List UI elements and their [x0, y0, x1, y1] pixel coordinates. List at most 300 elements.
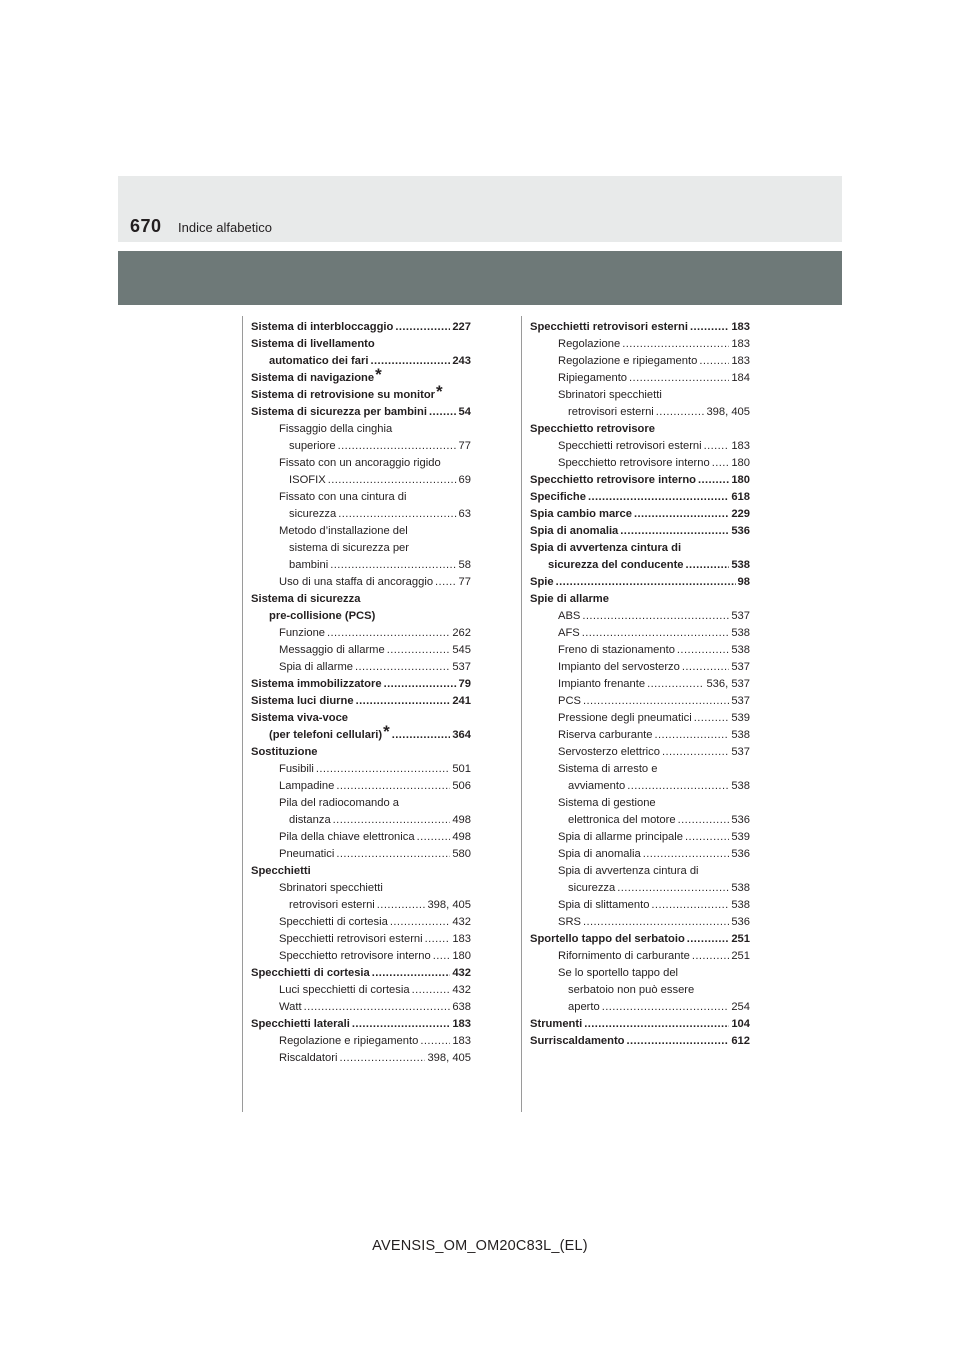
index-entry [530, 999, 750, 1016]
index-entry-text: Sportello tappo del serbatoio [530, 933, 685, 945]
index-entry-text: Regolazione e ripiegamento [279, 1035, 419, 1047]
index-entry-text: Sistema di gestione [558, 797, 656, 809]
index-entry-text: Fissaggio della cinghia [279, 423, 393, 435]
index-entry [530, 642, 750, 659]
index-entry [251, 676, 471, 693]
index-entry [251, 880, 471, 897]
index-entry [530, 506, 750, 523]
leader-dots [333, 812, 451, 829]
index-entry-page: 536 [731, 814, 750, 826]
index-entry [251, 829, 471, 846]
index-entry [530, 540, 750, 557]
index-entry-page: 183 [452, 933, 471, 945]
index-entry-text: elettronica del motore [568, 814, 676, 826]
index-entry-page: 241 [452, 695, 471, 707]
index-entry [530, 438, 750, 455]
index-entry-text: Impianto frenante [558, 678, 646, 690]
leader-dots [662, 744, 729, 761]
index-entry-text: Spie di allarme [530, 593, 609, 605]
leader-dots [627, 778, 729, 795]
index-entry [251, 863, 471, 880]
index-entry-page: 183 [731, 338, 750, 350]
index-entry-text: Specchietti di cortesia [251, 967, 370, 979]
index-entry-text: Lampadine [279, 780, 335, 792]
leader-dots [328, 472, 457, 489]
index-entry-page: 501 [452, 763, 471, 775]
index-entry-page: 183 [452, 1018, 471, 1030]
index-entry-text: SRS [558, 916, 582, 928]
index-entry-text: AFS [558, 627, 580, 639]
index-entry-page: 251 [731, 950, 750, 962]
index-entry-page: 183 [731, 355, 750, 367]
leader-dots [651, 897, 729, 914]
leader-dots [678, 812, 730, 829]
index-entry [530, 472, 750, 489]
index-entry-page: 398, 405 [427, 1052, 471, 1064]
index-entry-text: Regolazione e ripiegamento [558, 355, 698, 367]
leader-dots [352, 1016, 450, 1033]
leader-dots [655, 727, 730, 744]
leader-dots [412, 982, 451, 999]
index-entry-text: Specchietti retrovisori esterni [530, 321, 688, 333]
index-entry-page: 180 [731, 474, 750, 486]
index-entry [251, 472, 471, 489]
index-entry-text: Pressione degli pneumatici [558, 712, 692, 724]
index-entry-text: Riserva carburante [558, 729, 653, 741]
leader-dots [582, 625, 730, 642]
index-entry [530, 455, 750, 472]
index-column-right [530, 319, 750, 1050]
index-entry [251, 353, 471, 370]
index-entry [251, 625, 471, 642]
footnote-asterisk-icon: * [383, 722, 390, 741]
index-entry [251, 812, 471, 829]
index-entry-page: 638 [452, 1001, 471, 1013]
leader-dots [582, 608, 729, 625]
index-column-left [251, 319, 471, 1067]
index-entry-text: Specchietto retrovisore interno [530, 474, 696, 486]
index-entry [251, 608, 471, 625]
index-entry-text: Servosterzo elettrico [558, 746, 660, 758]
index-entry-page: 183 [731, 321, 750, 333]
index-entry-page: 364 [452, 729, 471, 741]
index-entry-text: ISOFIX [289, 474, 326, 486]
index-entry-text: Se lo sportello tappo del [558, 967, 679, 979]
index-entry [530, 965, 750, 982]
leader-dots [620, 523, 729, 540]
index-entry [530, 608, 750, 625]
leader-dots [588, 489, 729, 506]
index-entry-text: pre-collisione (PCS) [269, 610, 376, 622]
leader-dots [643, 846, 730, 863]
index-entry [251, 591, 471, 608]
leader-dots [356, 693, 451, 710]
leader-dots [316, 761, 451, 778]
index-entry-page: 69 [458, 474, 471, 486]
index-entry-page: 537 [731, 746, 750, 758]
index-entry [530, 863, 750, 880]
index-entry-page: 77 [458, 440, 471, 452]
leader-dots [704, 438, 730, 455]
index-entry-text: Watt [279, 1001, 302, 1013]
index-entry-page: 398, 405 [427, 899, 471, 911]
leader-dots [420, 1033, 450, 1050]
index-entry-page: 58 [458, 559, 471, 571]
index-entry-text: aperto [568, 1001, 600, 1013]
leader-dots [330, 557, 456, 574]
index-entry [251, 404, 471, 421]
index-entry-text: Spia di avvertenza cintura di [530, 542, 682, 554]
index-entry [530, 676, 750, 693]
leader-dots [699, 353, 729, 370]
index-entry-page: 54 [458, 406, 471, 418]
index-entry [530, 693, 750, 710]
index-entry [251, 693, 471, 710]
index-entry-text: avviamento [568, 780, 626, 792]
leader-dots [556, 574, 736, 591]
index-entry-page: 63 [458, 508, 471, 520]
index-entry-text: Specifiche [530, 491, 586, 503]
leader-dots [338, 438, 457, 455]
index-entry-text: ABS [558, 610, 581, 622]
leader-dots [583, 693, 729, 710]
index-entry-text: Specchietto retrovisore [530, 423, 655, 435]
leader-dots [433, 948, 451, 965]
leader-dots [634, 506, 729, 523]
leader-dots [698, 472, 729, 489]
leader-dots [682, 659, 729, 676]
leader-dots [629, 370, 729, 387]
leader-dots [584, 1016, 729, 1033]
index-entry-text: Sbrinatori specchietti [558, 389, 662, 401]
index-entry-text: Spia di allarme [279, 661, 353, 673]
index-entry-page: 104 [731, 1018, 750, 1030]
index-entry [530, 948, 750, 965]
index-entry [530, 625, 750, 642]
index-entry [251, 336, 471, 353]
index-entry-page: 262 [452, 627, 471, 639]
index-entry-text: Pila del radiocomando a [279, 797, 400, 809]
index-entry-page: 180 [731, 457, 750, 469]
leader-dots [627, 1033, 730, 1050]
index-entry [530, 982, 750, 999]
index-entry [251, 438, 471, 455]
index-entry-text: Fissato con un ancoraggio rigido [279, 457, 441, 469]
index-entry-text: Spia di allarme principale [558, 831, 683, 843]
index-entry [251, 523, 471, 540]
index-entry-page: 538 [731, 780, 750, 792]
index-entry-page: 612 [731, 1035, 750, 1047]
index-entry [530, 659, 750, 676]
index-entry [530, 1016, 750, 1033]
index-entry-text: Spia di anomalia [530, 525, 619, 537]
index-entry-text: Luci specchietti di cortesia [279, 984, 410, 996]
index-entry [251, 659, 471, 676]
index-entry [530, 557, 750, 574]
index-entry-page: 536 [731, 848, 750, 860]
leader-dots [690, 319, 729, 336]
index-entry-text: retrovisori esterni [568, 406, 654, 418]
index-entry-text: Sistema di livellamento [251, 338, 375, 350]
index-entry [251, 965, 471, 982]
leader-dots [686, 557, 730, 574]
leader-dots [384, 676, 457, 693]
leader-dots [602, 999, 730, 1016]
index-entry-page: 537 [731, 610, 750, 622]
leader-dots [372, 965, 451, 982]
index-entry-text: Surriscaldamento [530, 1035, 625, 1047]
footnote-asterisk-icon: * [375, 365, 382, 384]
index-entry-text: superiore [289, 440, 336, 452]
index-entry-text: serbatoio non può essere [568, 984, 695, 996]
index-entry [251, 1033, 471, 1050]
index-entry-page: 227 [452, 321, 471, 333]
index-entry-text: Sbrinatori specchietti [279, 882, 383, 894]
index-entry [530, 761, 750, 778]
index-entry-page: 183 [452, 1035, 471, 1047]
index-entry [251, 574, 471, 591]
leader-dots [395, 319, 450, 336]
index-entry [251, 1050, 471, 1067]
index-entry [251, 642, 471, 659]
leader-dots [387, 642, 451, 659]
index-entry-page: 229 [731, 508, 750, 520]
index-entry-text: Specchietti retrovisori esterni [279, 933, 423, 945]
index-entry-text: retrovisori esterni [289, 899, 375, 911]
index-entry-page: 251 [731, 933, 750, 945]
index-entry [251, 999, 471, 1016]
index-entry-text: bambini [289, 559, 329, 571]
index-entry [530, 336, 750, 353]
leader-dots [327, 625, 450, 642]
index-entry-page: 539 [731, 831, 750, 843]
index-entry-text: Riscaldatori [279, 1052, 338, 1064]
index-entry-text: Spia di anomalia [558, 848, 641, 860]
index-entry-text: Sistema di interbloccaggio [251, 321, 394, 333]
index-entry-page: 537 [731, 661, 750, 673]
left-column-rule [242, 316, 243, 1112]
leader-dots [692, 948, 729, 965]
leader-dots [617, 880, 729, 897]
leader-dots [390, 914, 451, 931]
index-entry-text: Metodo d’installazione del [279, 525, 408, 537]
index-entry [530, 812, 750, 829]
index-entry [530, 370, 750, 387]
index-entry-page: 536 [731, 916, 750, 928]
index-entry [530, 319, 750, 336]
index-entry [251, 722, 471, 744]
index-entry [251, 897, 471, 914]
leader-dots [417, 829, 451, 846]
index-entry [251, 506, 471, 523]
index-entry-page: 538 [731, 559, 750, 571]
index-entry [530, 846, 750, 863]
leader-dots [336, 778, 450, 795]
index-entry-page: 538 [731, 899, 750, 911]
index-entry [251, 761, 471, 778]
header-dark-band [118, 251, 842, 305]
index-entry-page: 536, 537 [706, 678, 750, 690]
index-entry-text: Specchietti retrovisori esterni [558, 440, 702, 452]
index-entry-page: 183 [731, 440, 750, 452]
leader-dots [355, 659, 450, 676]
index-entry [530, 591, 750, 608]
index-entry [530, 404, 750, 421]
index-entry-text: Sistema immobilizzatore [251, 678, 382, 690]
leader-dots [656, 404, 705, 421]
index-entry [251, 914, 471, 931]
index-entry-text: Sistema di sicurezza per bambini [251, 406, 427, 418]
index-entry-text: Spia di avvertenza cintura di [558, 865, 699, 877]
index-entry-page: 180 [452, 950, 471, 962]
index-entry-text: Strumenti [530, 1018, 583, 1030]
index-entry-page: 432 [452, 916, 471, 928]
index-entry-text: Specchietto retrovisore interno [279, 950, 431, 962]
leader-dots [435, 574, 457, 591]
index-entry [530, 353, 750, 370]
index-entry-page: 98 [737, 576, 750, 588]
index-entry [251, 948, 471, 965]
index-entry-text: Messaggio di allarme [279, 644, 385, 656]
leader-dots [392, 727, 451, 744]
index-entry-page: 243 [452, 355, 471, 367]
right-column-rule [521, 316, 522, 1112]
index-entry [251, 421, 471, 438]
index-entry-page: 254 [731, 1001, 750, 1013]
index-entry-page: 537 [731, 695, 750, 707]
leader-dots [685, 829, 729, 846]
index-entry [251, 1016, 471, 1033]
index-entry-text: Sostituzione [251, 746, 318, 758]
leader-dots [677, 642, 729, 659]
index-entry-page: 538 [731, 729, 750, 741]
index-entry-text: Spie [530, 576, 554, 588]
index-entry-page: 432 [452, 984, 471, 996]
index-entry-page: 538 [731, 644, 750, 656]
index-entry-text: Specchietti [251, 865, 311, 877]
leader-dots [338, 506, 456, 523]
index-entry [530, 1033, 750, 1050]
index-entry [530, 387, 750, 404]
leader-dots [583, 914, 729, 931]
index-entry-text: Spia di slittamento [558, 899, 650, 911]
index-entry-page: 498 [452, 831, 471, 843]
leader-dots [647, 676, 704, 693]
section-title: Indice alfabetico [178, 220, 272, 235]
index-entry-text: Sistema viva-voce [251, 712, 349, 724]
index-entry [251, 455, 471, 472]
index-entry [530, 574, 750, 591]
index-entry [251, 557, 471, 574]
index-entry-text: Specchietti di cortesia [279, 916, 388, 928]
index-entry-text: (per telefoni cellulari) [269, 729, 383, 741]
index-entry [251, 489, 471, 506]
index-entry-page: 545 [452, 644, 471, 656]
index-entry-text: Sistema di arresto e [558, 763, 658, 775]
index-entry [530, 931, 750, 948]
leader-dots [304, 999, 451, 1016]
leader-dots [712, 455, 730, 472]
index-entry-text: Specchietto retrovisore interno [558, 457, 710, 469]
leader-dots [622, 336, 729, 353]
index-entry [530, 795, 750, 812]
index-entry-page: 539 [731, 712, 750, 724]
index-entry-page: 618 [731, 491, 750, 503]
index-entry [251, 710, 471, 727]
index-entry [251, 795, 471, 812]
index-entry [251, 382, 471, 404]
index-entry [251, 744, 471, 761]
index-entry-text: Impianto del servosterzo [558, 661, 680, 673]
leader-dots [694, 710, 730, 727]
index-entry-page: 538 [731, 627, 750, 639]
index-entry-page: 538 [731, 882, 750, 894]
index-entry-text: Freno di stazionamento [558, 644, 675, 656]
index-entry-text: sistema di sicurezza per [289, 542, 409, 554]
index-entry-page: 537 [452, 661, 471, 673]
index-entry-text: sicurezza del conducente [548, 559, 684, 571]
index-entry-text: distanza [289, 814, 331, 826]
index-entry-text: Specchietti laterali [251, 1018, 350, 1030]
index-entry [251, 931, 471, 948]
index-entry-page: 536 [731, 525, 750, 537]
index-entry [530, 914, 750, 931]
leader-dots [336, 846, 450, 863]
leader-dots [425, 931, 451, 948]
index-entry-page: 498 [452, 814, 471, 826]
index-entry-text: Sistema di retrovisione su monitor [251, 389, 436, 401]
index-entry-text: Uso di una staffa di ancoraggio [279, 576, 434, 588]
leader-dots [429, 404, 457, 421]
index-entry-text: Sistema di navigazione [251, 372, 375, 384]
index-entry [530, 897, 750, 914]
index-entry-text: Fissato con una cintura di [279, 491, 407, 503]
index-entry [530, 523, 750, 540]
index-entry-text: sicurezza [568, 882, 616, 894]
index-entry-page: 432 [452, 967, 471, 979]
index-entry-page: 184 [731, 372, 750, 384]
page-number: 670 [130, 216, 162, 236]
index-entry [530, 778, 750, 795]
index-entry-text: Pila della chiave elettronica [279, 831, 415, 843]
index-entry-text: Pneumatici [279, 848, 335, 860]
index-entry-text: Fusibili [279, 763, 314, 775]
index-entry [530, 727, 750, 744]
index-entry [251, 982, 471, 999]
index-entry-page: 398, 405 [706, 406, 750, 418]
index-entry-text: Funzione [279, 627, 326, 639]
index-entry [530, 421, 750, 438]
index-entry [530, 489, 750, 506]
index-entry-page: 580 [452, 848, 471, 860]
index-entry-text: automatico dei fari [269, 355, 369, 367]
index-entry-page: 79 [458, 678, 471, 690]
index-entry [530, 710, 750, 727]
index-entry [251, 319, 471, 336]
index-entry-text: PCS [558, 695, 582, 707]
leader-dots [370, 353, 450, 370]
index-entry-page: 506 [452, 780, 471, 792]
index-entry [530, 880, 750, 897]
index-entry-text: Rifornimento di carburante [558, 950, 690, 962]
index-entry-text: Sistema luci diurne [251, 695, 354, 707]
index-entry-text: sicurezza [289, 508, 337, 520]
leader-dots [377, 897, 426, 914]
leader-dots [339, 1050, 425, 1067]
index-entry [530, 829, 750, 846]
footnote-asterisk-icon: * [436, 382, 443, 401]
index-entry [251, 778, 471, 795]
